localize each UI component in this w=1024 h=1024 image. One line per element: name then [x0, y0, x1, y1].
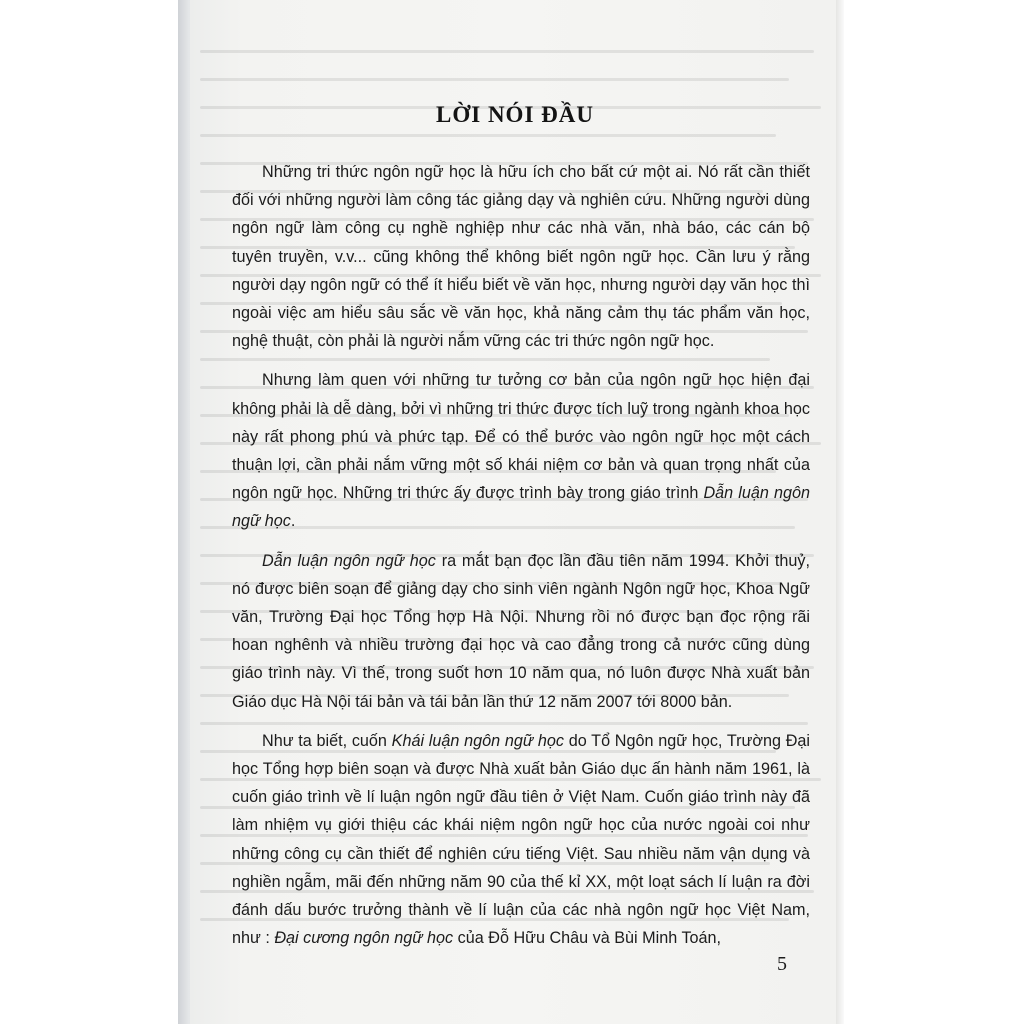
book-title-italic: Đại cương ngôn ngữ học [274, 929, 454, 948]
paragraph-text: Như ta biết, cuốn [262, 731, 392, 750]
paragraph-text: Những tri thức ngôn ngữ học là hữu ích cho bất cứ một ai. Nó rất cần thiết đối với những người làm công tác giảng dạy và nghiên cứu. Những người dùng ngôn ngữ làm công cụ nghề nghiệp như các nhà văn, nhà báo, các cán bộ tuyên truyền, v.v... cũng không thể không biết ngôn ngữ học. Cần lưu ý rằng người dạy ngôn ngữ có thể ít hiểu biết về văn học, nhưng người dạy văn học thì ngoài việc am hiểu sâu sắc về văn học, khả năng cảm thụ tác phẩm văn học, nghệ thuật, còn phải là người nắm vững các tri thức ngôn ngữ học. [232, 163, 810, 351]
paragraph-text: . [290, 512, 296, 531]
paragraph-4 [232, 727, 810, 953]
paragraph-text: ra mắt bạn đọc lần đầu tiên năm 1994. Khởi thuỷ, nó được biên soạn để giảng dạy cho sinh viên ngành Ngôn ngữ học, Khoa Ngữ văn, Trường Đại học Tổng hợp Hà Nội. Nhưng rồi nó được bạn đọc rộng rãi hoan nghênh và nhiều trường đại học và cao đẳng trong cả nước cũng dùng giáo trình này. Vì thế, trong suốt hơn 10 năm qua, nó luôn được Nhà xuất bản Giáo dục Hà Nội tái bản và tái bản lần thứ 12 năm 2007 tới 8000 bản. [232, 551, 810, 711]
paragraph-1 [232, 158, 810, 355]
paragraph-text: của Đỗ Hữu Châu và Bùi Minh Toán, [453, 929, 722, 948]
paragraph-2 [232, 366, 810, 535]
paragraph-text: Nhưng làm quen với những tư tưởng cơ bản của ngôn ngữ học hiện đại không phải là dễ dàng, bởi vì những tri thức được tích luỹ trong ngành khoa học này rất phong phú và phức tạp. Để có thể bước vào ngôn ngữ học một cách thuận lợi, cần phải nắm vững một số khái niệm cơ bản và quan trọng nhất của ngôn ngữ học. Những tri thức ấy được trình bày trong giáo trình [232, 371, 810, 503]
page-number: 5 [777, 953, 787, 975]
body-text [232, 158, 810, 963]
paragraph-3 [232, 547, 810, 716]
book-title-italic: Dẫn luận ngôn ngữ học [262, 551, 436, 570]
paragraph-text: do Tổ Ngôn ngữ học, Trường Đại học Tổng hợp biên soạn và được Nhà xuất bản Giáo dục ấn hành năm 1961, là cuốn giáo trình về lí luận ngôn ngữ đầu tiên ở Việt Nam. Cuốn giáo trình này đã làm nhiệm vụ giới thiệu các khái niệm ngôn ngữ học của nước ngoài coi như những công cụ cần thiết để nghiên cứu tiếng Việt. Sau nhiều năm vận dụng và nghiền ngẫm, mãi đến những năm 90 của thế kỉ XX, một loạt sách lí luận ra đời đánh dấu bước trưởng thành về lí luận của các nhà ngôn ngữ học Việt Nam, như : [232, 731, 811, 948]
book-title-italic: Khái luận ngôn ngữ học [391, 731, 564, 750]
page-heading: LỜI NÓI ĐẦU [436, 102, 594, 127]
paper-edge [836, 0, 844, 1024]
book-title-italic: Dẫn luận ngôn ngữ học [232, 484, 810, 531]
